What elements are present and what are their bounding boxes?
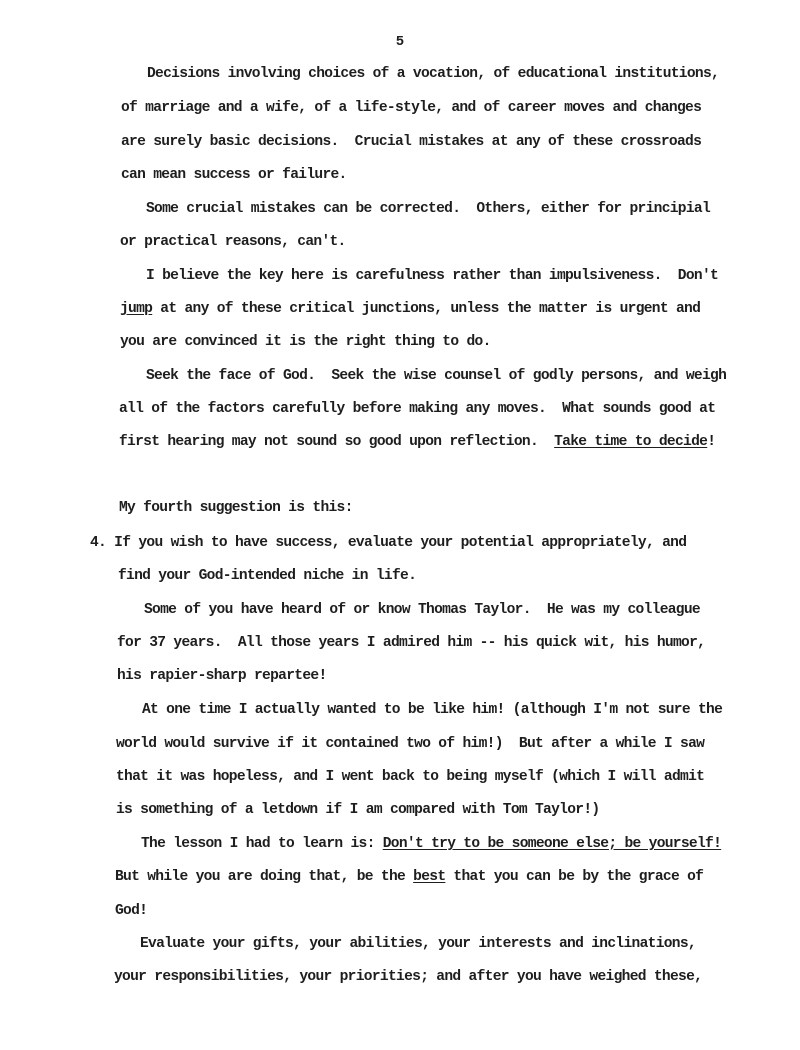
text-line: find your God-intended niche in life. [118,568,417,584]
line-end: that you can be by the grace of [445,869,704,885]
text-line: My fourth suggestion is this: [119,500,353,516]
text-line: can mean success or failure. [121,167,347,183]
line-end: ! [707,434,716,450]
underlined-text: jump [120,301,153,317]
line-start: But while you are doing that, be the [115,869,414,885]
text-line [115,869,703,885]
text-line: or practical reasons, can't. [120,234,346,250]
text-line: are surely basic decisions. Crucial mistakes at any of these crossroads [121,134,702,150]
text-line: world would survive if it contained two of him!) But after a while I saw [116,736,705,752]
text-line: is something of a letdown if I am compared with Tom Taylor!) [116,802,600,818]
text-line: his rapier-sharp repartee! [117,668,327,684]
text-line: that it was hopeless, and I went back to being myself (which I will admit [116,769,705,785]
text-line: of marriage and a wife, of a life-style, and of career moves and changes [121,100,702,116]
text-line: Some of you have heard of or know Thomas Taylor. He was my colleague [144,602,700,618]
text-line [119,434,715,450]
line-end: at any of these critical junctions, unless the matter is urgent and [152,301,701,317]
text-line: Evaluate your gifts, your abilities, your interests and inclinations, [140,936,696,952]
text-line: all of the factors carefully before making any moves. What sounds good at [119,401,716,417]
text-line: for 37 years. All those years I admired him -- his quick wit, his humor, [117,635,706,651]
underlined-text: best [413,869,446,885]
underlined-text: Don't try to be someone else; be yourself! [382,836,722,852]
numbered-point: 4. If you wish to have success, evaluate your potential appropriately, and [90,535,687,551]
text-line: your responsibilities, your priorities; and after you have weighed these, [114,969,703,985]
line-start: The lesson I had to learn is: [141,836,383,852]
text-line: you are convinced it is the right thing to do. [120,334,491,350]
text-line: I believe the key here is carefulness rather than impulsiveness. Don't [146,268,719,284]
page-number: 5 [395,34,405,50]
text-line: At one time I actually wanted to be like him! (although I'm not sure the [142,702,723,718]
text-line: Decisions involving choices of a vocation, of educational institutions, [147,66,720,82]
line-start: first hearing may not sound so good upon reflection. [119,434,555,450]
text-line: Some crucial mistakes can be corrected. Others, either for principial [146,201,711,217]
text-line: God! [115,903,148,919]
text-line: Seek the face of God. Seek the wise counsel of godly persons, and weigh [146,368,727,384]
text-line [141,836,721,852]
underlined-text: Take time to decide [554,434,708,450]
text-line [120,301,700,317]
